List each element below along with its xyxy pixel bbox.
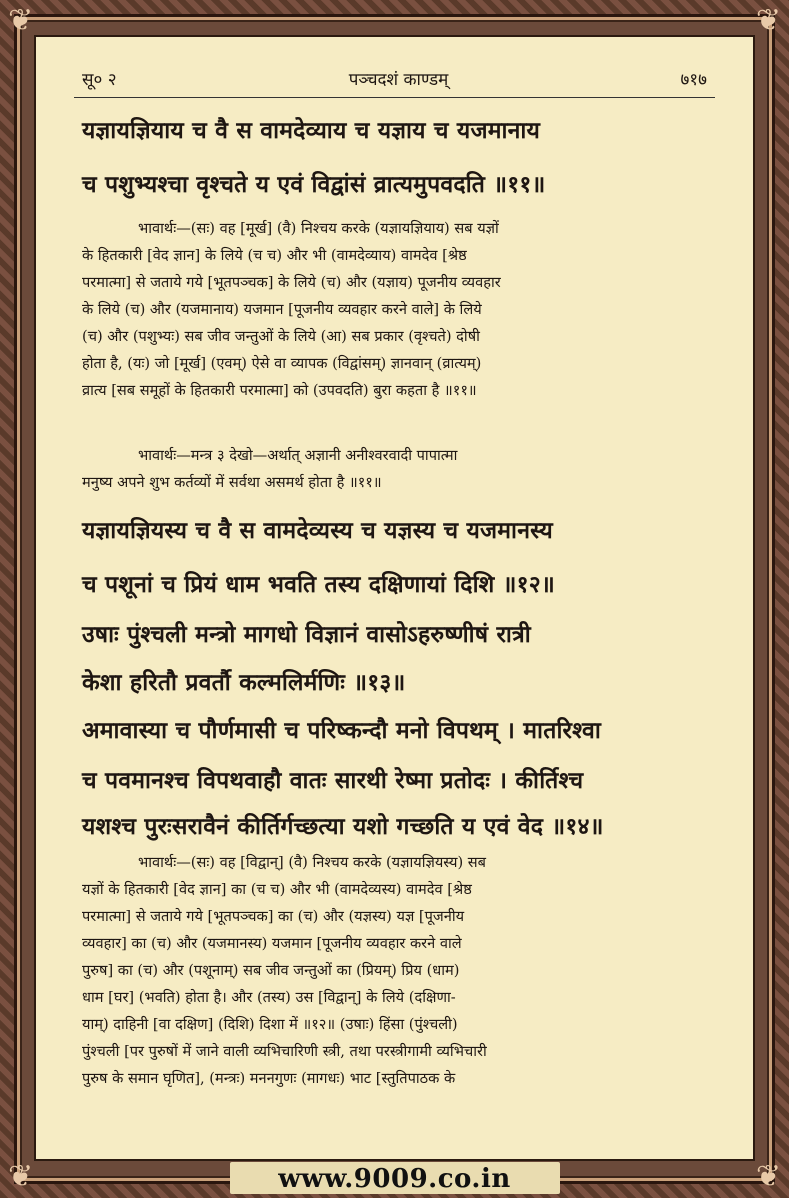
corner-ornament-icon: ❦	[8, 1159, 34, 1194]
verse-line: च पशूनां च प्रियं धाम भवति तस्य दक्षिणायां दिशि ॥१२॥	[82, 571, 555, 598]
commentary-paragraph	[82, 215, 713, 404]
commentary-line: परमात्मा] से जताये गये [भूतपञ्चक] का (च) और (यज्ञस्य) यज्ञ [पूजनीय	[82, 908, 465, 925]
corner-ornament-icon: ❦	[755, 1159, 781, 1194]
verse-line: यशश्च पुरःसरावैनं कीर्तिर्गच्छत्या यशो गच्छति य एवं वेद ॥१४॥	[82, 813, 604, 840]
commentary-line: यज्ञों के हितकारी [वेद ज्ञान] का (च च) और भी (वामदेव्यस्य) वामदेव [श्रेष्ठ	[82, 881, 472, 898]
commentary-line: के लिये (च) और (यजमानाय) यजमान [पूजनीय व्यवहार करने वाले] के लिये	[82, 301, 482, 318]
website-watermark[interactable]: www.9009.co.in	[278, 1164, 511, 1194]
commentary-line: पुंश्चली [पर पुरुषों में जाने वाली व्यभिचारिणी स्त्री, तथा परस्त्रीगामी व्यभिचारी	[82, 1043, 487, 1060]
commentary-line: पुरुष] का (च) और (पशूनाम्) सब जीव जन्तुओं का (प्रियम्) प्रिय (धाम)	[82, 962, 460, 979]
verse-line: च पवमानश्च विपथवाहौ वातः सारथी रेष्मा प्रतोदः । कीर्तिश्च	[82, 767, 584, 794]
sutra-number: सू० २	[82, 69, 117, 90]
book-page	[36, 37, 753, 1159]
verse-line: यज्ञायज्ञियाय च वै स वामदेव्याय च यज्ञाय च यजमानाय	[82, 117, 541, 144]
corner-ornament-icon: ❦	[8, 3, 34, 38]
verse-line: उषाः पुंश्चली मन्त्रो मागधो विज्ञानं वासोऽहरुष्णीषं रात्री	[82, 621, 531, 648]
commentary-line: भावार्थः—(सः) वह [मूर्ख] (वै) निश्चय करके (यज्ञायज्ञियाय) सब यज्ञों	[138, 220, 499, 237]
commentary-line: व्यवहार] का (च) और (यजमानस्य) यजमान [पूजनीय व्यवहार करने वाले	[82, 935, 462, 952]
commentary-line: याम्) दाहिनी [वा दक्षिण] (दिशि) दिशा में ॥१२॥ (उषाः) हिंसा (पुंश्चली)	[82, 1016, 458, 1033]
commentary-line: होता है, (यः) जो [मूर्ख] (एवम्) ऐसे वा व्यापक (विद्वांसम्) ज्ञानवान् (व्रात्यम्)	[82, 355, 482, 372]
commentary-paragraph	[82, 442, 713, 496]
commentary-line: पुरुष के समान घृणित], (मन्त्रः) मननगुणः (मागधः) भाट [स्तुतिपाठक के	[82, 1070, 456, 1087]
commentary-line: के हितकारी [वेद ज्ञान] के लिये (च च) और भी (वामदेव्याय) वामदेव [श्रेष्ठ	[82, 247, 467, 264]
page-number: ७१७	[680, 69, 707, 90]
commentary-line: धाम [घर] (भवति) होता है। और (तस्य) उस [विद्वान्] के लिये (दक्षिणा-	[82, 989, 456, 1006]
verse-line: च पशुभ्यश्चा वृश्चते य एवं विद्वांसं व्रात्यमुपवदति ॥११॥	[82, 171, 546, 198]
commentary-line: मनुष्य अपने शुभ कर्तव्यों में सर्वथा असमर्थ होता है ॥११॥	[82, 474, 382, 491]
verse-line: केशा हरितौ प्रवर्तौ कल्मलिर्मणिः ॥१३॥	[82, 669, 406, 696]
verse-line: अमावास्या च पौर्णमासी च परिष्कन्दौ मनो विपथम् । मातरिश्वा	[82, 717, 601, 744]
commentary-line: (च) और (पशुभ्यः) सब जीव जन्तुओं के लिये (आ) सब प्रकार (वृश्चते) दोषी	[82, 328, 480, 345]
commentary-paragraph	[82, 849, 713, 1092]
commentary-line: भावार्थः—मन्त्र ३ देखो—अर्थात् अज्ञानी अनीश्वरवादी पापात्मा	[138, 447, 458, 464]
corner-ornament-icon: ❦	[755, 3, 781, 38]
running-head	[82, 65, 707, 91]
section-title: पञ्चदशं काण्डम्	[348, 69, 449, 90]
commentary-line: भावार्थः—(सः) वह [विद्वान्] (वै) निश्चय करके (यज्ञायज्ञियस्य) सब	[138, 854, 486, 871]
verse-line: यज्ञायज्ञियस्य च वै स वामदेव्यस्य च यज्ञस्य च यजमानस्य	[82, 517, 553, 544]
header-rule	[74, 97, 715, 98]
commentary-line: व्रात्य [सब समूहों के हितकारी परमात्मा] को (उपवदति) बुरा कहता है ॥११॥	[82, 382, 477, 399]
commentary-line: परमात्मा] से जताये गये [भूतपञ्चक] के लिये (च) और (यज्ञाय) पूजनीय व्यवहार	[82, 274, 501, 291]
